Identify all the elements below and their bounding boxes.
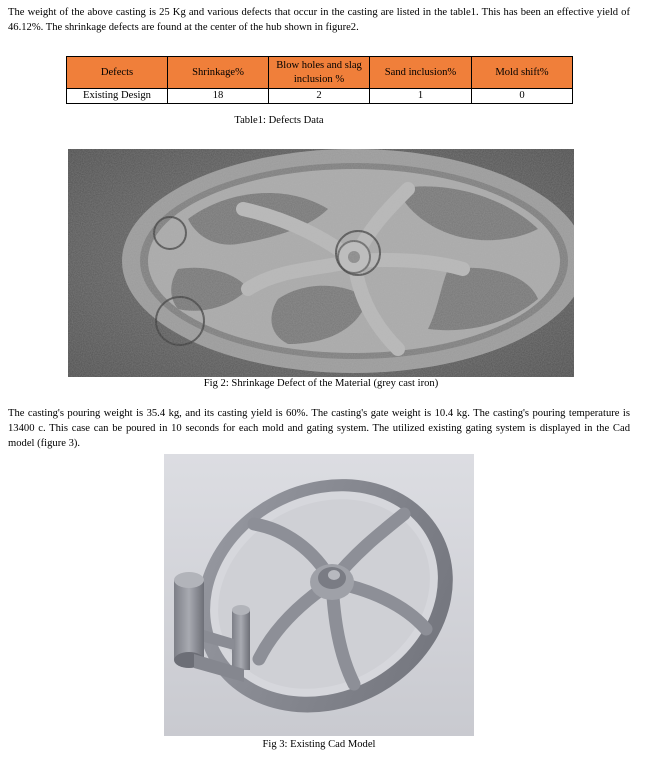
header-blow-holes: Blow holes and slag inclusion %: [269, 57, 370, 89]
figure-3-caption: Fig 3: Existing Cad Model: [262, 739, 376, 750]
shrinkage-defect-photo: [68, 149, 574, 377]
pouring-paragraph: The casting's pouring weight is 35.4 kg, and its casting yield is 60%. The casting's gate weight is 10.4 kg. The casting's pouring temperature is 13400 c. This case can be poured in 10 seconds for each mold and gating system. The utilized existing gating system is displayed in the Cad model (figure 3).: [8, 408, 630, 449]
table-cell: Existing Design: [67, 89, 168, 104]
intro-paragraph: The weight of the above casting is 25 Kg and various defects that occur in the casting are listed in the table1. This has been an effective yield of 46.12%. The shrinkage defects are found at the center of the hub shown in figure2.: [8, 7, 630, 33]
figure-2-caption: Fig 2: Shrinkage Defect of the Material (grey cast iron): [203, 378, 439, 389]
cad-model-render: [164, 454, 474, 736]
table-cell: 18: [168, 89, 269, 104]
header-defects: Defects: [67, 57, 168, 89]
table-caption: Table1: Defects Data: [234, 115, 324, 126]
table-cell: 1: [370, 89, 472, 104]
table-header-row: [67, 57, 573, 89]
header-shrinkage: Shrinkage%: [168, 57, 269, 89]
table-cell: 0: [472, 89, 573, 104]
table-row: [67, 89, 573, 104]
header-mold-shift: Mold shift%: [472, 57, 573, 89]
defects-table: [66, 56, 573, 104]
header-sand-inclusion: Sand inclusion%: [370, 57, 472, 89]
table-cell: 2: [269, 89, 370, 104]
